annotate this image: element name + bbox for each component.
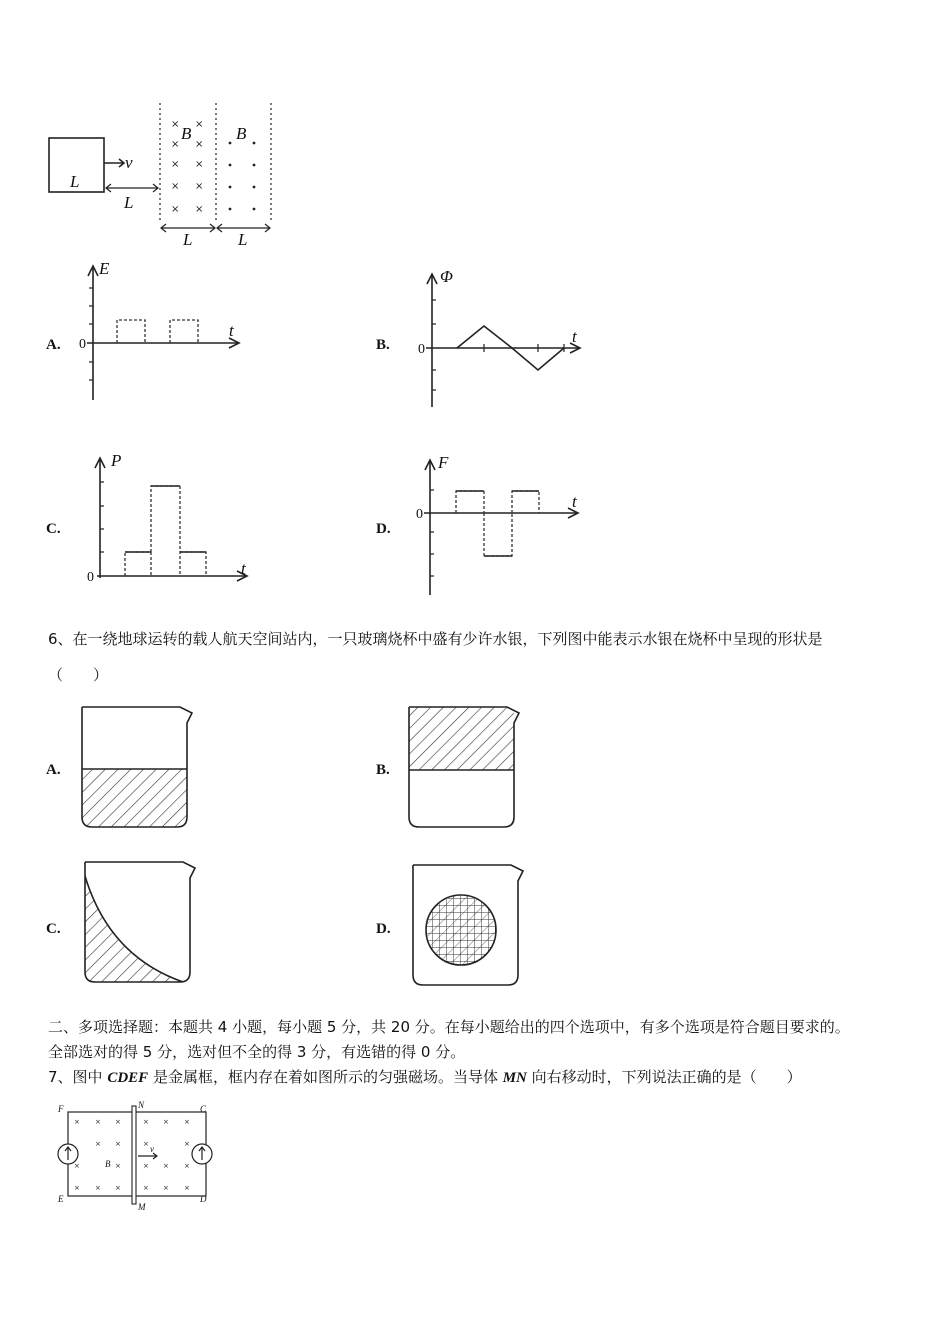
svg-text:×: × xyxy=(195,159,204,170)
q7-rod-end-n: N xyxy=(138,1100,145,1110)
q7-corner-e: E xyxy=(58,1194,64,1204)
graph-b-origin: 0 xyxy=(418,342,425,357)
q7-corner-f: F xyxy=(58,1104,64,1114)
q7-corner-d: D xyxy=(200,1194,207,1204)
svg-text:×: × xyxy=(171,181,180,192)
svg-text:×: × xyxy=(143,1118,149,1126)
svg-text:×: × xyxy=(143,1184,149,1192)
q7-circuit-figure xyxy=(52,1100,217,1210)
graph-a-x-label: t xyxy=(229,321,234,340)
svg-text:×: × xyxy=(171,159,180,170)
svg-text:×: × xyxy=(195,181,204,192)
q6-answer-blank: （ ） xyxy=(48,666,109,684)
graph-d-x-label: t xyxy=(572,492,577,511)
svg-text:×: × xyxy=(184,1140,190,1148)
svg-text:×: × xyxy=(163,1118,169,1126)
q7-stem-post: 向右移动时，下列说法正确的是（ ） xyxy=(526,1068,802,1086)
gap-label: L xyxy=(124,193,134,212)
svg-text:×: × xyxy=(195,139,204,150)
svg-text:×: × xyxy=(184,1118,190,1126)
q5-option-d-letter[interactable]: D. xyxy=(376,521,391,537)
svg-text:×: × xyxy=(195,204,204,215)
section2-instructions-line1: 二、多项选择题：本题共 4 小题，每小题 5 分，共 20 分。在每小题给出的四个选项中，有多个选项是符合题目要求的。 xyxy=(48,1018,850,1036)
loop-side-label: L xyxy=(70,172,80,191)
svg-text:×: × xyxy=(184,1184,190,1192)
svg-text:×: × xyxy=(115,1118,121,1126)
section2-instructions-line2: 全部选对的得 5 分，选对但不全的得 3 分，有选错的得 0 分。 xyxy=(48,1043,466,1061)
q5-graph-c xyxy=(85,448,260,588)
q6-option-d-letter[interactable]: D. xyxy=(376,921,391,937)
graph-c-origin: 0 xyxy=(87,570,94,585)
q7-rod-name: MN xyxy=(502,1070,527,1086)
q6-option-c-letter[interactable]: C. xyxy=(46,921,61,937)
field-out-of-page-dots xyxy=(229,142,256,211)
graph-a-y-label: E xyxy=(99,259,110,278)
q7-frame-name: CDEF xyxy=(107,1070,149,1086)
q6-option-a-letter[interactable]: A. xyxy=(46,762,61,778)
svg-text:×: × xyxy=(143,1162,149,1170)
width-label-right: L xyxy=(238,230,248,249)
svg-text:×: × xyxy=(163,1162,169,1170)
q5-graph-b xyxy=(412,262,592,410)
q7-stem-pre: 7、图中 xyxy=(48,1068,108,1086)
q6-beaker-b xyxy=(407,705,522,831)
q6-beaker-a xyxy=(80,705,195,831)
q6-stem: 6、在一绕地球运转的载人航天空间站内，一只玻璃烧杯中盛有少许水银，下列图中能表示水银在烧杯中呈现的形状是 xyxy=(48,630,823,648)
q7-velocity-label: v xyxy=(150,1144,154,1154)
svg-text:×: × xyxy=(95,1118,101,1126)
graph-c-y-label: P xyxy=(111,451,122,470)
svg-text:×: × xyxy=(184,1162,190,1170)
svg-text:×: × xyxy=(115,1184,121,1192)
q7-rod-end-m: M xyxy=(138,1202,146,1212)
q5-option-a-letter[interactable]: A. xyxy=(46,337,61,353)
svg-text:×: × xyxy=(74,1118,80,1126)
svg-text:×: × xyxy=(95,1140,101,1148)
q6-beaker-d xyxy=(411,863,526,989)
q5-graph-a xyxy=(75,258,250,408)
svg-text:×: × xyxy=(195,119,204,130)
graph-c-x-label: t xyxy=(241,559,246,578)
field-b-label-right: B xyxy=(236,124,247,143)
q5-loop-field-figure xyxy=(40,95,290,250)
svg-text:×: × xyxy=(74,1162,80,1170)
svg-text:×: × xyxy=(171,119,180,130)
q5-option-b-letter[interactable]: B. xyxy=(376,337,390,353)
svg-text:×: × xyxy=(115,1162,121,1170)
svg-text:×: × xyxy=(115,1140,121,1148)
graph-b-y-label: Φ xyxy=(440,267,453,286)
svg-text:×: × xyxy=(143,1140,149,1148)
graph-a-origin: 0 xyxy=(79,337,86,352)
graph-d-y-label: F xyxy=(438,453,449,472)
svg-text:×: × xyxy=(171,204,180,215)
q6-beaker-c xyxy=(83,860,198,986)
graph-b-x-label: t xyxy=(572,327,577,346)
svg-text:×: × xyxy=(74,1184,80,1192)
velocity-label: v xyxy=(125,153,133,172)
svg-text:×: × xyxy=(163,1184,169,1192)
q5-option-c-letter[interactable]: C. xyxy=(46,521,61,537)
width-label-left: L xyxy=(183,230,193,249)
q7-stem-mid: 是金属框，框内存在着如图所示的匀强磁场。当导体 xyxy=(148,1068,503,1086)
q7-corner-c: C xyxy=(200,1104,207,1114)
svg-text:×: × xyxy=(171,139,180,150)
q5-graph-d xyxy=(412,450,592,598)
q7-stem xyxy=(48,1067,928,1088)
graph-d-origin: 0 xyxy=(416,507,423,522)
q7-field-label: B xyxy=(105,1159,111,1169)
svg-text:×: × xyxy=(95,1184,101,1192)
q6-option-b-letter[interactable]: B. xyxy=(376,762,390,778)
field-b-label-left: B xyxy=(181,124,192,143)
